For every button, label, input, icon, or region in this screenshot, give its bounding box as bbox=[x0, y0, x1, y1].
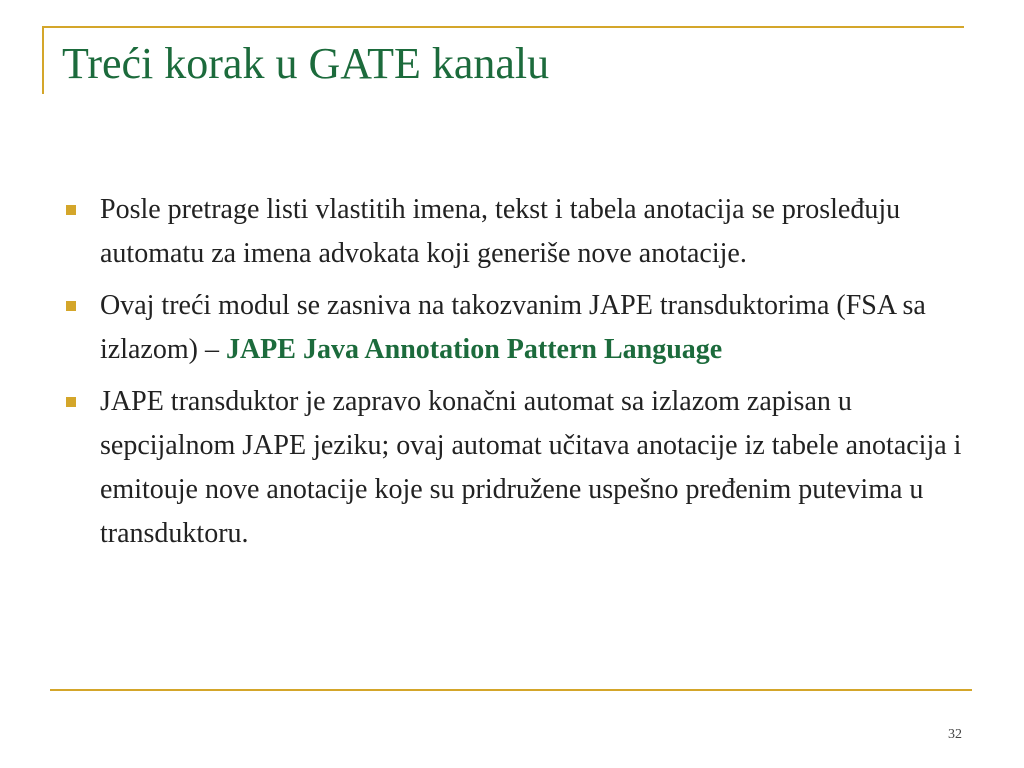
bullet-text: JAPE transduktor je zapravo konačni automat sa izlazom zapisan u sepcijalnom JAPE jeziku; ovaj automat učitava anotacije iz tabele anotacija i emitouje nove anotacije koje su pridružene uspešno pređenim putevima u transduktoru. bbox=[100, 386, 962, 549]
bullet-list bbox=[62, 188, 962, 564]
bottom-rule bbox=[50, 689, 972, 691]
top-rule bbox=[42, 26, 964, 28]
bullet-text: Ovaj treći modul se zasniva na takozvanim JAPE transduktorima (FSA sa izlazom) – bbox=[100, 290, 926, 365]
square-bullet-icon bbox=[66, 301, 76, 311]
square-bullet-icon bbox=[66, 205, 76, 215]
page-number: 32 bbox=[948, 727, 962, 742]
bullet-item-3 bbox=[62, 380, 962, 556]
slide-title: Treći korak u GATE kanalu bbox=[62, 39, 550, 88]
bullet-item-1 bbox=[62, 188, 962, 276]
square-bullet-icon bbox=[66, 397, 76, 407]
bullet-text: Posle pretrage listi vlastitih imena, tekst i tabela anotacija se prosleđuju automatu za imena advokata koji generiše nove anotacije. bbox=[100, 194, 901, 269]
bullet-item-2 bbox=[62, 284, 962, 372]
bullet-emphasis: JAPE Java Annotation Pattern Language bbox=[225, 334, 723, 365]
left-rule bbox=[42, 26, 44, 94]
